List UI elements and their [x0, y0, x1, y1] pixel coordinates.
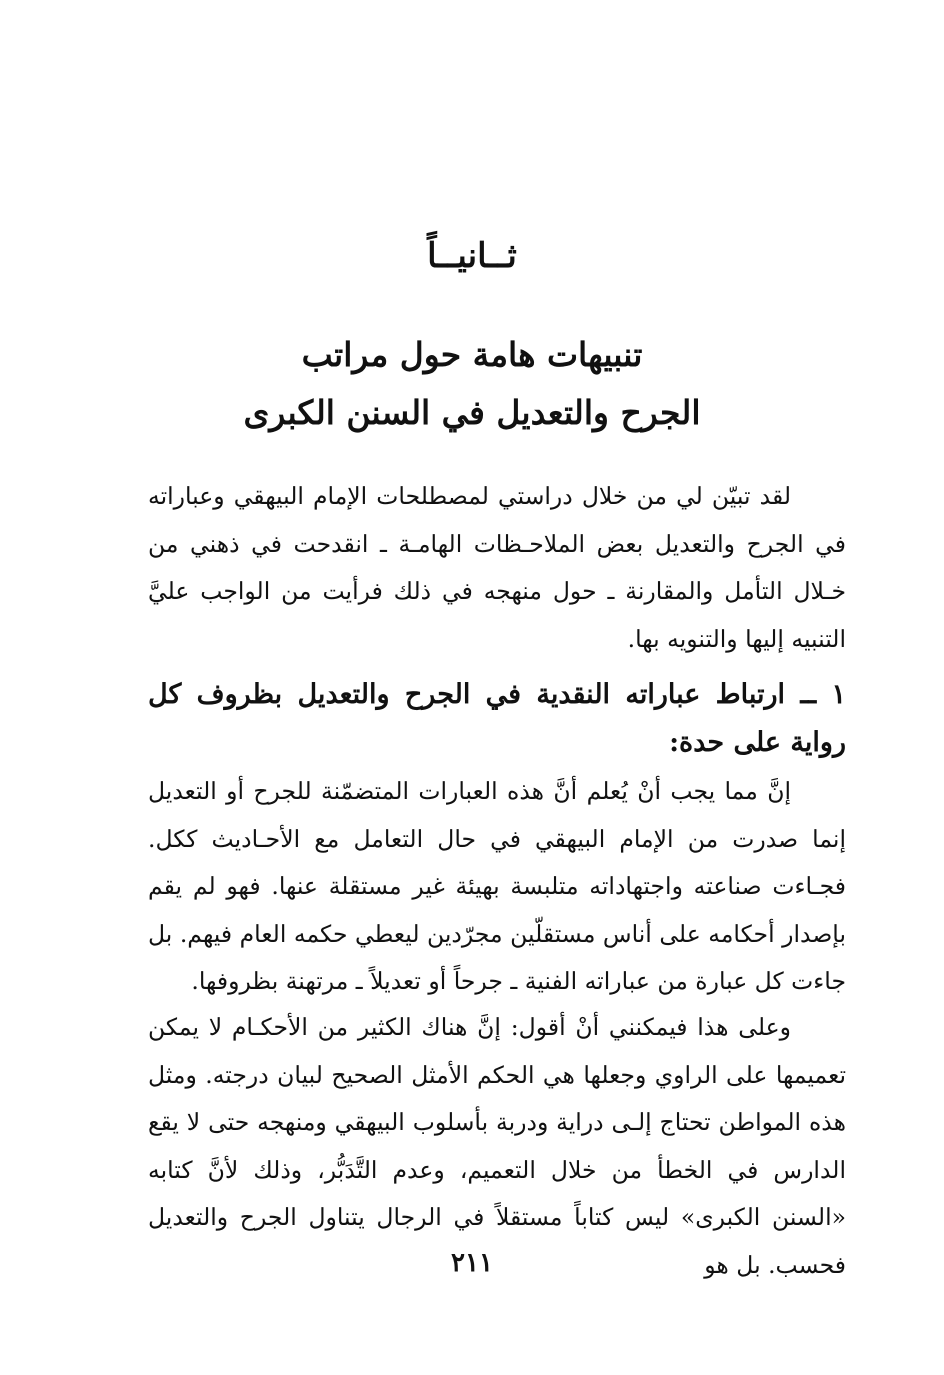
paragraph-2: وعلى هذا فيمكنني أنْ أقول: إنَّ هناك الكثير من الأحكـام لا يمكن تعميمها على الراوي وجعلها هي الحكم الأمثل الصحيح لبيان درجته. ومثل هذه المواطن تحتاج إلـى دراية ودربة بأسلوب البيهقي ومنهجه حتى لا يقع الدارس في الخطأ من خلال التعميم، وعدم التَّدَبُّر، وذلك لأنَّ كتابه «السنن الكبرى» ليس كتاباً مستقلاً في الرجال يتناول الجرح والتعديل فحسب. بل هو [148, 1013, 846, 1279]
chapter-title [0, 326, 944, 442]
intro-paragraph: لقد تبيّن لي من خلال دراستي لمصطلحات الإمام البيهقي وعباراته في الجرح والتعديل بعض الملاحـظات الهامـة ـ انقدحت في ذهني من خـلال التأمل والمقارنة ـ حول منهجه في ذلك فرأيت من الواجب عليَّ التنبيه إليها والتنويه بها. [148, 482, 846, 653]
page-number: ٢١١ [451, 1248, 493, 1278]
title-line-2: الجرح والتعديل في السنن الكبرى [243, 393, 701, 432]
subheading-1: ١ ــ ارتباط عباراته النقدية في الجرح والتعديل بظروف كل رواية على حدة: [148, 679, 846, 758]
title-line-1: تنبيهات هامة حول مراتب [301, 335, 643, 374]
paragraph-1: إنَّ مما يجب أنْ يُعلم أنَّ هذه العبارات المتضمّنة للجرح أو التعديل إنما صدرت من الإمام البيهقي في حال التعامل مع الأحـاديث ككل. فجـاءت صناعته واجتهاداته متلبسة بهيئة غير مستقلة عنها. فهو لم يقم بإصدار أحكامه على أناس مستقلّين مجرّدين ليعطي حكمه العام فيهم. بل جاءت كل عبارة من عباراته الفنية ـ جرحاً أو تعديلاً ـ مرتهنة بظروفها. [148, 777, 846, 995]
section-label: ثــانيــاً [427, 236, 517, 276]
